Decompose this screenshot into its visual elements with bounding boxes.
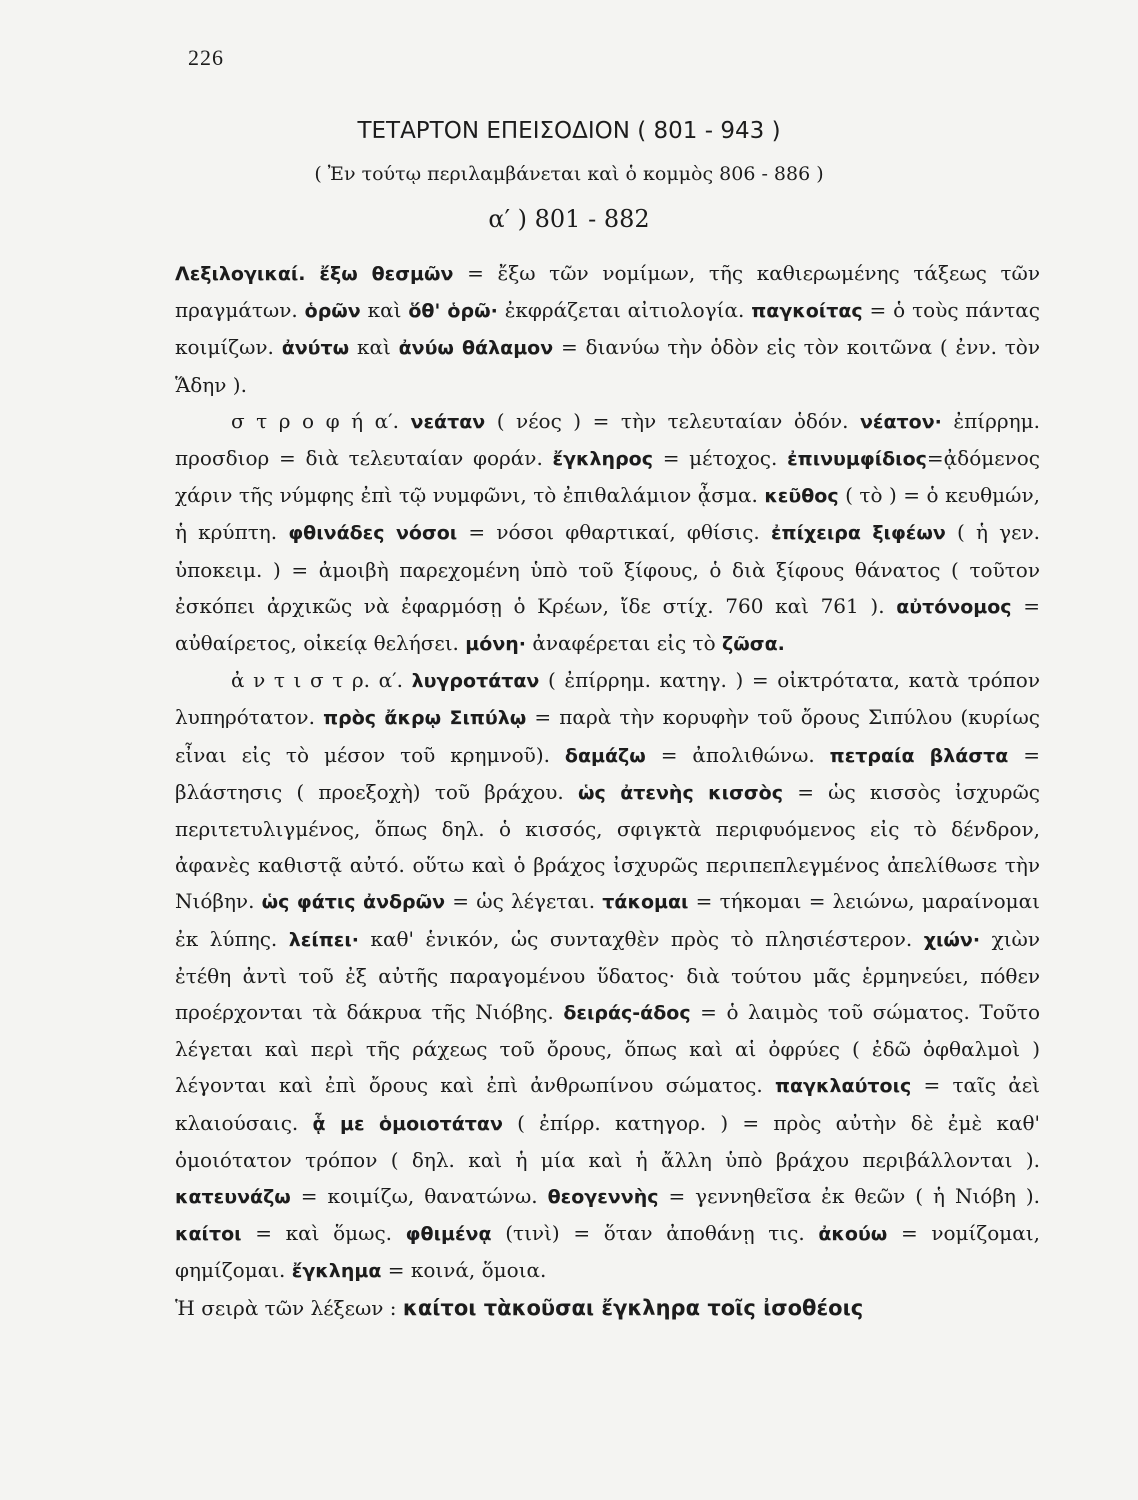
gloss-text: ἐπίρρημ. προσδιορ = διὰ τελευταίαν φοράν. [175, 408, 1040, 471]
gloss-text: = νόσοι φθαρτικαί, φθίσις. [457, 520, 771, 545]
lemma-term: Λεξιλογικαί. ἔξω θεσμῶν [175, 263, 454, 285]
gloss-text: ἐκφράζεται αἰτιολογία. [497, 298, 752, 323]
gloss-text: = παρὰ τὴν κορυφὴν τοῦ ὄρους Σιπύλου (κυρίως εἶναι εἰς τὸ μέσον τοῦ κρημνοῦ). [175, 705, 1041, 767]
lemma-term: ᾇ με ὁμοιοτάταν [312, 1112, 503, 1135]
gloss-text: = μέτοχος. [653, 446, 788, 471]
paragraph-strophe [175, 403, 1040, 662]
gloss-text: = νομίζομαι, φημίζομαι. [175, 1221, 1040, 1283]
lemma-term: πρὸς ἄκρῳ Σιπύλῳ [323, 707, 527, 730]
lemma-term: χιών· [923, 928, 981, 951]
lemma-term: τάκομαι [602, 891, 689, 914]
subsection-heading: α′ ) 801 - 882 [488, 205, 650, 233]
gloss-text: καθ' ἑνικόν, ὡς συνταχθὲν πρὸς τὸ πλησιέστερον. [359, 926, 924, 951]
gloss-text: = ἔξω τῶν νομίμων, τῆς καθιερωμένης τάξεως τῶν πραγμάτων. [175, 261, 1040, 323]
paragraph-lexical-intro [175, 255, 1040, 403]
commentary-body [175, 255, 1040, 1326]
gloss-text: ἀ ν τ ι σ τ ρ. α′. [231, 668, 412, 693]
lemma-term: νέατον· [859, 410, 942, 433]
lemma-term: ἀνύω θάλαμον [398, 337, 554, 360]
gloss-text: = κοινά, ὅμοια. [381, 1258, 547, 1283]
lemma-term: δειράς-άδος [563, 1002, 691, 1025]
lemma-term: πετραία βλάστα [829, 744, 1009, 767]
lemma-term: ἔγκλημα [291, 1260, 382, 1283]
lemma-term: κεῦθος [764, 485, 839, 508]
lemma-term: μόνη· [465, 633, 527, 656]
gloss-text: ἀναφέρεται εἰς τὸ [526, 631, 723, 656]
paragraph-antistrophe [175, 662, 1040, 1289]
gloss-text: σ τ ρ ο φ ή α′. [231, 408, 411, 433]
gloss-text: καὶ [360, 298, 409, 323]
gloss-text: ( τὸ ) = ὁ κευθμών, ἡ κρύπτη. [175, 483, 1040, 545]
lemma-term: καίτοι τὰκοῦσαι ἔγκληρα τοῖς ἰσοθέοις [402, 1295, 864, 1320]
page-number: 226 [188, 45, 224, 70]
lemma-term: ζῶσα. [722, 633, 785, 656]
gloss-text: = αὐθαίρετος, οἰκείᾳ θελήσει. [175, 593, 1040, 656]
lemma-term: καίτοι [175, 1223, 242, 1246]
lemma-term: κατευνάζω [175, 1186, 291, 1209]
lemma-term: αὐτόνομος [896, 595, 1012, 618]
gloss-text: = γεννηθεῖσα ἐκ θεῶν ( ἡ Νιόβη ). [658, 1184, 1040, 1209]
gloss-text: = ταῖς ἀεὶ κλαιούσαις. [175, 1073, 1040, 1135]
lemma-term: δαμάζω [564, 744, 646, 767]
lemma-term: ὁρῶν [304, 300, 361, 323]
gloss-text: =ᾀδόμενος χάριν τῆς νύμφης ἐπὶ τῷ νυμφῶνι, τὸ ἐπιθαλάμιον ᾆσμα. [175, 446, 1041, 508]
gloss-text: καὶ [349, 335, 399, 360]
lemma-term: ἀνύτω [281, 337, 350, 360]
lemma-term: φθιμένᾳ [405, 1223, 492, 1246]
gloss-text: = τήκομαι = λειώνω, μαραίνομαι ἐκ λύπης. [175, 889, 1040, 951]
gloss-text: = καὶ ὅμως. [241, 1221, 406, 1246]
paragraph-word-order [175, 1290, 1040, 1326]
gloss-text: = ὡς λέγεται. [445, 889, 603, 914]
lemma-term: ἐπινυμφίδιος [787, 448, 927, 471]
lemma-term: λυγροτάταν [411, 670, 540, 693]
lemma-term: νεάταν [410, 410, 486, 433]
lemma-term: ἐπίχειρα ξιφέων [770, 522, 946, 545]
lemma-term: ἀκούω [818, 1223, 888, 1246]
gloss-text: ( νέος ) = τὴν τελευταίαν ὁδόν. [485, 408, 860, 433]
gloss-text: = ὡς κισσὸς ἰσχυρῶς περιτετυλιγμένος, ὅπως δηλ. ὁ κισσός, σφιγκτὰ περιφυόμενος εἰς τὸ δένδρον, ἀφανὲς καθιστᾷ αὐτό. οὕτω καὶ ὁ βράχος ἰσχυρῶς περιπεπλεγμένος ἀπελίθωσε τὴν Νιόβην. [175, 779, 1041, 914]
gloss-text: = βλάστησις ( προεξοχὴ) τοῦ βράχου. [175, 742, 1041, 804]
lemma-term: ὅθ' ὁρῶ· [408, 300, 498, 323]
gloss-text: (τινὶ) = ὅταν ἀποθάνῃ τις. [491, 1221, 819, 1246]
lemma-term: παγκοίτας [751, 300, 863, 323]
lemma-term: θεογεννὴς [547, 1186, 659, 1209]
lemma-term: ὡς ἀτενὴς κισσὸς [578, 781, 783, 804]
gloss-text: = ὁ τοὺς πάντας κοιμίζων. [175, 298, 1041, 360]
gloss-text: ( ἡ γεν. ὑποκειμ. ) = ἀμοιβὴ παρεχομένη ὑπὸ τοῦ ξίφους, ὁ διὰ ξίφους θάνατος ( τοῦτον ἐσκόπει ἀρχικῶς νὰ ἐφαρμόσῃ ὁ Κρέων, ἴδε στίχ. 760 καὶ 761 ). [175, 520, 1041, 618]
lemma-term: ὡς φάτις ἀνδρῶν [261, 891, 446, 914]
gloss-text: ( ἐπίρρ. κατηγορ. ) = πρὸς αὐτὴν δὲ ἐμὲ καθ' ὁμοιότατον τρόπον ( δηλ. καὶ ἡ μία καὶ ἡ ἄλλη ὑπὸ βράχου περιβάλλονται ). [175, 1110, 1040, 1172]
lemma-term: λείπει· [288, 928, 359, 951]
gloss-text: = κοιμίζω, θανατώνω. [290, 1184, 548, 1209]
gloss-text: = ὁ λαιμὸς τοῦ σώματος. Τοῦτο λέγεται καὶ περὶ τῆς ράχεως τοῦ ὄρους, ὅπως καὶ αἱ ὀφρύες ( ἐδῶ ὀφθαλμοὶ ) λέγονται καὶ ἐπὶ ὄρους καὶ ἐπὶ ἀνθρωπίνου σώματος. [175, 1000, 1040, 1098]
lemma-term: ἔγκληρος [552, 448, 653, 471]
gloss-text: = ἀπολιθώνω. [645, 742, 830, 767]
gloss-text: ( ἐπίρρημ. κατηγ. ) = οἰκτρότατα, κατὰ τρόπον λυπηρότατον. [175, 668, 1041, 730]
gloss-text: χιὼν ἐτέθη ἀντὶ τοῦ ἐξ αὐτῆς παραγομένου ὕδατος· διὰ τούτου μᾶς ἑρμηνεύει, πόθεν προέρχονται τὰ δάκρυα τῆς Νιόβης. [175, 926, 1041, 1025]
section-subtitle: ( Ἐν τούτῳ περιλαμβάνεται καὶ ὁ κομμὸς 806 - 886 ) [314, 163, 824, 185]
section-title: ΤΕΤΑΡΤΟΝ ΕΠΕΙΣΟΔΙΟΝ ( 801 - 943 ) [357, 118, 781, 144]
gloss-text: Ἡ σειρὰ τῶν λέξεων : [175, 1295, 403, 1320]
gloss-text: = διανύω τὴν ὁδὸν εἰς τὸν κοιτῶνα ( ἐνν. τὸν Ἅδην ). [175, 335, 1040, 397]
lemma-term: παγκλαύτοις [774, 1075, 912, 1098]
lemma-term: φθινάδες νόσοι [288, 522, 458, 545]
